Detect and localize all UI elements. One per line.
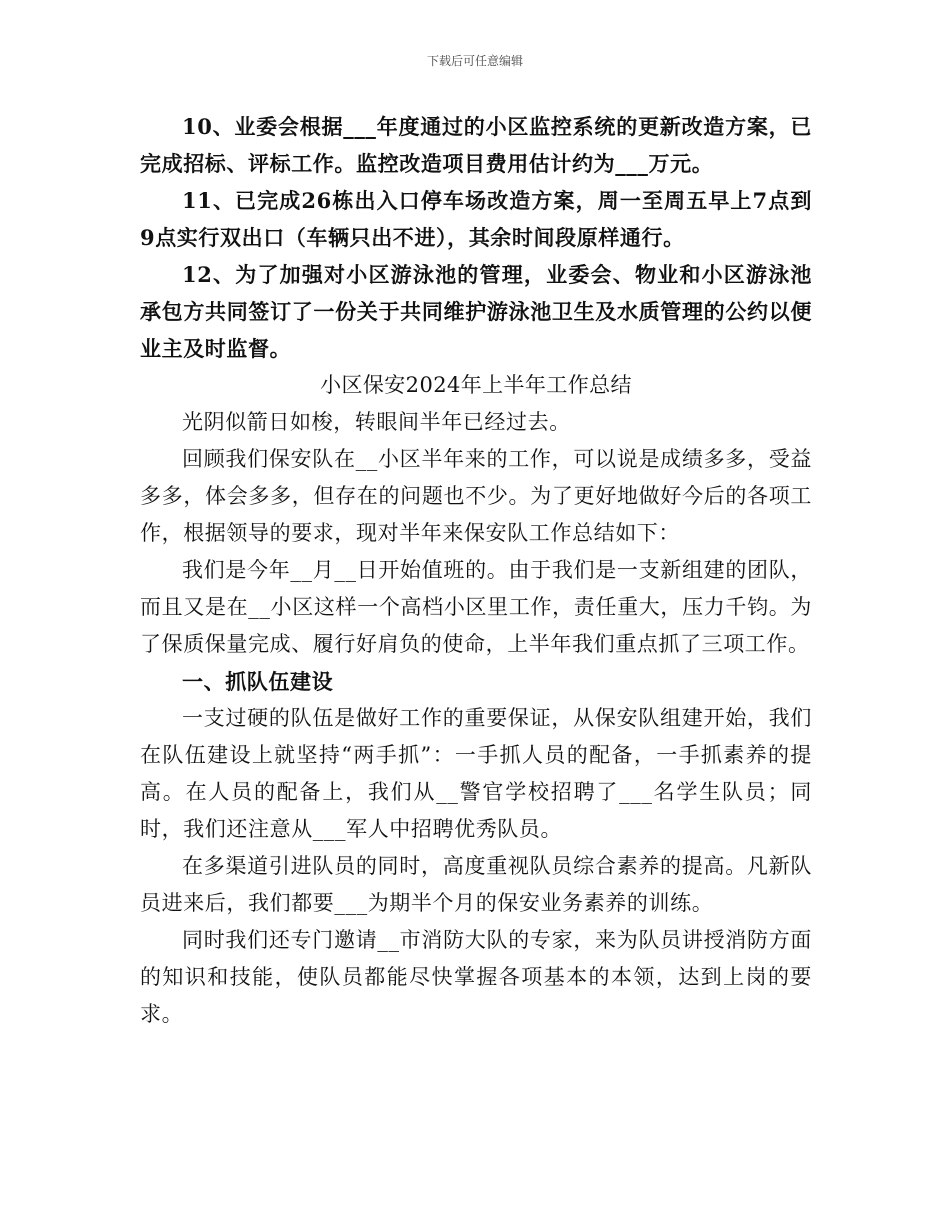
numbered-item-10: 10、业委会根据___年度通过的小区监控系统的更新改造方案，已完成招标、评标工作。监控改造项目费用估计约为___万元。 (140, 114, 812, 176)
section-heading: 一、抓队伍建设 (182, 669, 334, 694)
document-title: 小区保安2024年上半年工作总结 (320, 373, 632, 397)
numbered-item-12: 12、为了加强对小区游泳池的管理，业委会、物业和小区游泳池承包方共同签订了一份关于共同维护游泳池卫生及水质管理的公约以便业主及时监督。 (140, 262, 812, 361)
numbered-item-11: 11、已完成26栋出入口停车场改造方案，周一至周五早上7点到9点实行双出口（车辆只出不进），其余时间段原样通行。 (140, 188, 812, 250)
intro-paragraph: 回顾我们保安队在__小区半年来的工作，可以说是成绩多多，受益多多，体会多多，但存在的问题也不少。为了更好地做好今后的各项工作，根据领导的要求，现对半年来保安队工作总结如下： (140, 447, 812, 545)
intro-paragraph: 光阴似箭日如梭，转眼间半年已经过去。 (182, 410, 571, 434)
section-paragraph: 在多渠道引进队员的同时，高度重视队员综合素养的提高。凡新队员进来后，我们都要___为期半个月的保安业务素养的训练。 (140, 854, 812, 915)
section-paragraph: 一支过硬的队伍是做好工作的重要保证，从保安队组建开始，我们在队伍建设上就坚持“两手抓”：一手抓人员的配备，一手抓素养的提高。在人员的配备上，我们从__警官学校招聘了___名学生队员；同时，我们还注意从___军人中招聘优秀队员。 (140, 706, 812, 841)
section-paragraph: 同时我们还专门邀请__市消防大队的专家，来为队员讲授消防方面的知识和技能，使队员都能尽快掌握各项基本的本领，达到上岗的要求。 (140, 928, 812, 1026)
page-header-note: 下载后可任意编辑 (426, 54, 523, 68)
document-body (140, 108, 812, 1033)
intro-paragraph: 我们是今年__月__日开始值班的。由于我们是一支新组建的团队，而且又是在__小区这样一个高档小区里工作，责任重大，压力千钧。为了保质保量完成、履行好肩负的使命，上半年我们重点抓了三项工作。 (140, 558, 812, 656)
